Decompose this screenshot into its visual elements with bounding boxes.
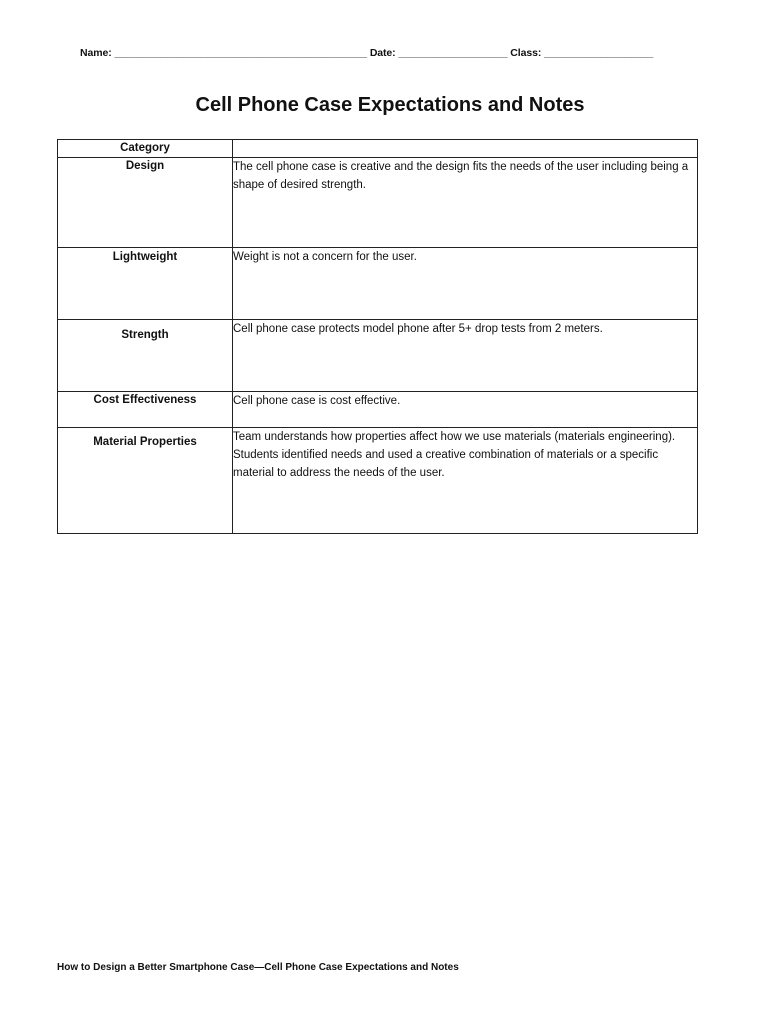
date-blank[interactable]: ___________________ <box>398 47 508 59</box>
description-cell: Cell phone case protects model phone after 5+ drop tests from 2 meters. <box>233 320 698 392</box>
table-row <box>58 428 698 534</box>
page-footer: How to Design a Better Smartphone Case—Cell Phone Case Expectations and Notes <box>57 962 459 973</box>
class-label: Class: <box>510 47 542 59</box>
category-cell: Strength <box>58 320 233 392</box>
category-cell: Lightweight <box>58 248 233 320</box>
description-cell: The cell phone case is creative and the design fits the needs of the user including being a shape of desired strength. <box>233 158 698 248</box>
expectations-table <box>57 139 698 534</box>
page-title: Cell Phone Case Expectations and Notes <box>195 94 585 116</box>
category-header: Category <box>58 140 233 158</box>
category-cell: Material Properties <box>58 428 233 534</box>
class-blank[interactable]: ___________________ <box>544 47 654 59</box>
table-row <box>58 158 698 248</box>
category-cell: Design <box>58 158 233 248</box>
category-cell: Cost Effectiveness <box>58 392 233 428</box>
table-row <box>58 392 698 428</box>
date-label: Date: <box>369 47 396 59</box>
description-cell: Cell phone case is cost effective. <box>233 392 698 428</box>
description-cell: Team understands how properties affect how we use materials (materials engineering). Students identified needs and used a creative combination of materials or a specific material to address the needs of the user. <box>233 428 698 534</box>
student-info-line <box>80 47 720 59</box>
table-row <box>58 320 698 392</box>
table-row <box>58 248 698 320</box>
header-empty-cell <box>233 140 698 158</box>
description-cell: Weight is not a concern for the user. <box>233 248 698 320</box>
name-blank[interactable]: ____________________________________________ <box>114 47 367 59</box>
name-label: Name: <box>80 47 112 59</box>
table-header-row <box>58 140 698 158</box>
